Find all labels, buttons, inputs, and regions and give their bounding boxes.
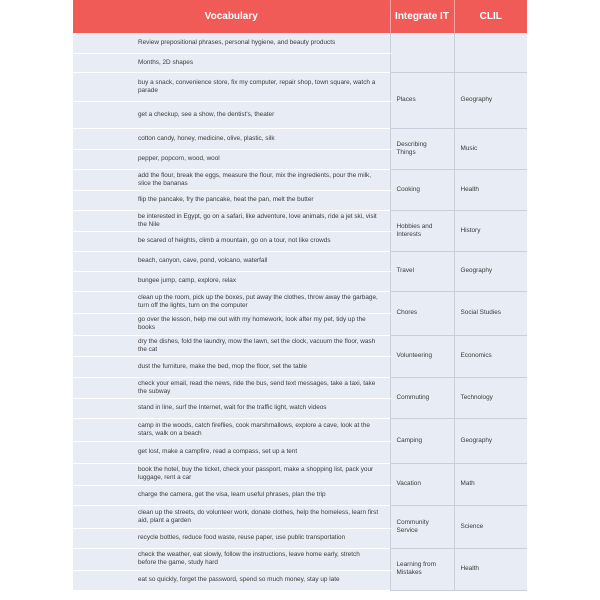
vocabulary-cell: Months, 2D shapes xyxy=(73,53,390,72)
vocabulary-cell: get lost, make a campfire, read a compass, set up a tent xyxy=(73,441,390,463)
clil-cell xyxy=(454,33,527,72)
table-row xyxy=(73,169,527,190)
header-integrate-it: Integrate IT xyxy=(390,0,454,33)
table-row xyxy=(73,335,527,356)
table-row xyxy=(73,548,527,570)
vocabulary-cell: beach, canyon, cave, pond, volcano, waterfall xyxy=(73,251,390,271)
clil-cell: Geography xyxy=(454,72,527,128)
vocabulary-cell: dry the dishes, fold the laundry, mow the lawn, set the clock, vacuum the floor, wash the cat xyxy=(73,335,390,356)
clil-cell: Health xyxy=(454,548,527,590)
integrate-it-cell: Learning from Mistakes xyxy=(390,548,454,590)
clil-cell: Geography xyxy=(454,418,527,463)
vocabulary-cell: be interested in Egypt, go on a safari, like adventure, love animals, ride a jet ski, visit the Nile xyxy=(73,210,390,231)
integrate-it-cell: Commuting xyxy=(390,377,454,418)
clil-cell: Science xyxy=(454,505,527,548)
header-clil: CLIL xyxy=(454,0,527,33)
table-row xyxy=(73,72,527,101)
table-body xyxy=(73,33,527,590)
integrate-it-cell: Places xyxy=(390,72,454,128)
table-row xyxy=(73,33,527,53)
vocabulary-cell: be scared of heights, climb a mountain, go on a tour, not like crowds xyxy=(73,231,390,251)
vocabulary-cell: stand in line, surf the Internet, wait for the traffic light, watch videos xyxy=(73,398,390,418)
integrate-it-cell: Vacation xyxy=(390,463,454,505)
vocabulary-cell: book the hotel, buy the ticket, check your passport, make a shopping list, pack your luggage, rent a car xyxy=(73,463,390,485)
clil-cell: Math xyxy=(454,463,527,505)
vocabulary-cell: Review prepositional phrases, personal hygiene, and beauty products xyxy=(73,33,390,53)
vocabulary-cell: bungee jump, camp, explore, relax xyxy=(73,271,390,291)
vocabulary-cell: camp in the woods, catch fireflies, cook marshmallows, explore a cave, look at the stars, walk on a beach xyxy=(73,418,390,441)
integrate-it-cell: Travel xyxy=(390,251,454,291)
integrate-it-cell: Community Service xyxy=(390,505,454,548)
vocabulary-cell: buy a snack, convenience store, fix my computer, repair shop, town square, watch a parade xyxy=(73,72,390,101)
vocabulary-cell: add the flour, break the eggs, measure the flour, mix the ingredients, pour the milk, slice the bananas xyxy=(73,169,390,190)
table-row xyxy=(73,128,527,149)
table-row xyxy=(73,291,527,313)
vocabulary-cell: check your email, read the news, ride the bus, send text messages, take a taxi, take the subway xyxy=(73,377,390,398)
clil-cell: Technology xyxy=(454,377,527,418)
header-vocabulary: Vocabulary xyxy=(73,0,390,33)
vocabulary-cell: eat so quickly, forget the password, spend so much money, stay up late xyxy=(73,570,390,590)
table-row xyxy=(73,418,527,441)
clil-cell: Health xyxy=(454,169,527,210)
clil-cell: Social Studies xyxy=(454,291,527,335)
vocabulary-cell: pepper, popcorn, wood, wool xyxy=(73,149,390,169)
integrate-it-cell: Volunteering xyxy=(390,335,454,377)
curriculum-table-container xyxy=(73,0,527,600)
table-row xyxy=(73,377,527,398)
table-row xyxy=(73,505,527,528)
vocabulary-cell: clean up the streets, do volunteer work, donate clothes, help the homeless, learn first aid, plant a garden xyxy=(73,505,390,528)
integrate-it-cell: Hobbies and Interests xyxy=(390,210,454,251)
vocabulary-cell: recycle bottles, reduce food waste, reuse paper, use public transportation xyxy=(73,528,390,548)
vocabulary-cell: charge the camera, get the visa, learn useful phrases, plan the trip xyxy=(73,485,390,505)
clil-cell: Music xyxy=(454,128,527,169)
curriculum-table xyxy=(73,0,527,591)
integrate-it-cell xyxy=(390,33,454,72)
clil-cell: Geography xyxy=(454,251,527,291)
clil-cell: Economics xyxy=(454,335,527,377)
integrate-it-cell: Chores xyxy=(390,291,454,335)
clil-cell: History xyxy=(454,210,527,251)
table-row xyxy=(73,251,527,271)
table-header xyxy=(73,0,527,33)
vocabulary-cell: get a checkup, see a show, the dentist's, theater xyxy=(73,101,390,128)
integrate-it-cell: Describing Things xyxy=(390,128,454,169)
vocabulary-cell: go over the lesson, help me out with my homework, look after my pet, tidy up the books xyxy=(73,313,390,335)
table-row xyxy=(73,463,527,485)
table-row xyxy=(73,210,527,231)
vocabulary-cell: cotton candy, honey, medicine, olive, plastic, silk xyxy=(73,128,390,149)
vocabulary-cell: check the weather, eat slowly, follow the instructions, leave home early, stretch before the game, study hard xyxy=(73,548,390,570)
integrate-it-cell: Cooking xyxy=(390,169,454,210)
vocabulary-cell: flip the pancake, fry the pancake, heat the pan, melt the butter xyxy=(73,190,390,210)
vocabulary-cell: dust the furniture, make the bed, mop the floor, set the table xyxy=(73,356,390,377)
vocabulary-cell: clean up the room, pick up the boxes, put away the clothes, throw away the garbage, turn off the lights, turn on the computer xyxy=(73,291,390,313)
integrate-it-cell: Camping xyxy=(390,418,454,463)
